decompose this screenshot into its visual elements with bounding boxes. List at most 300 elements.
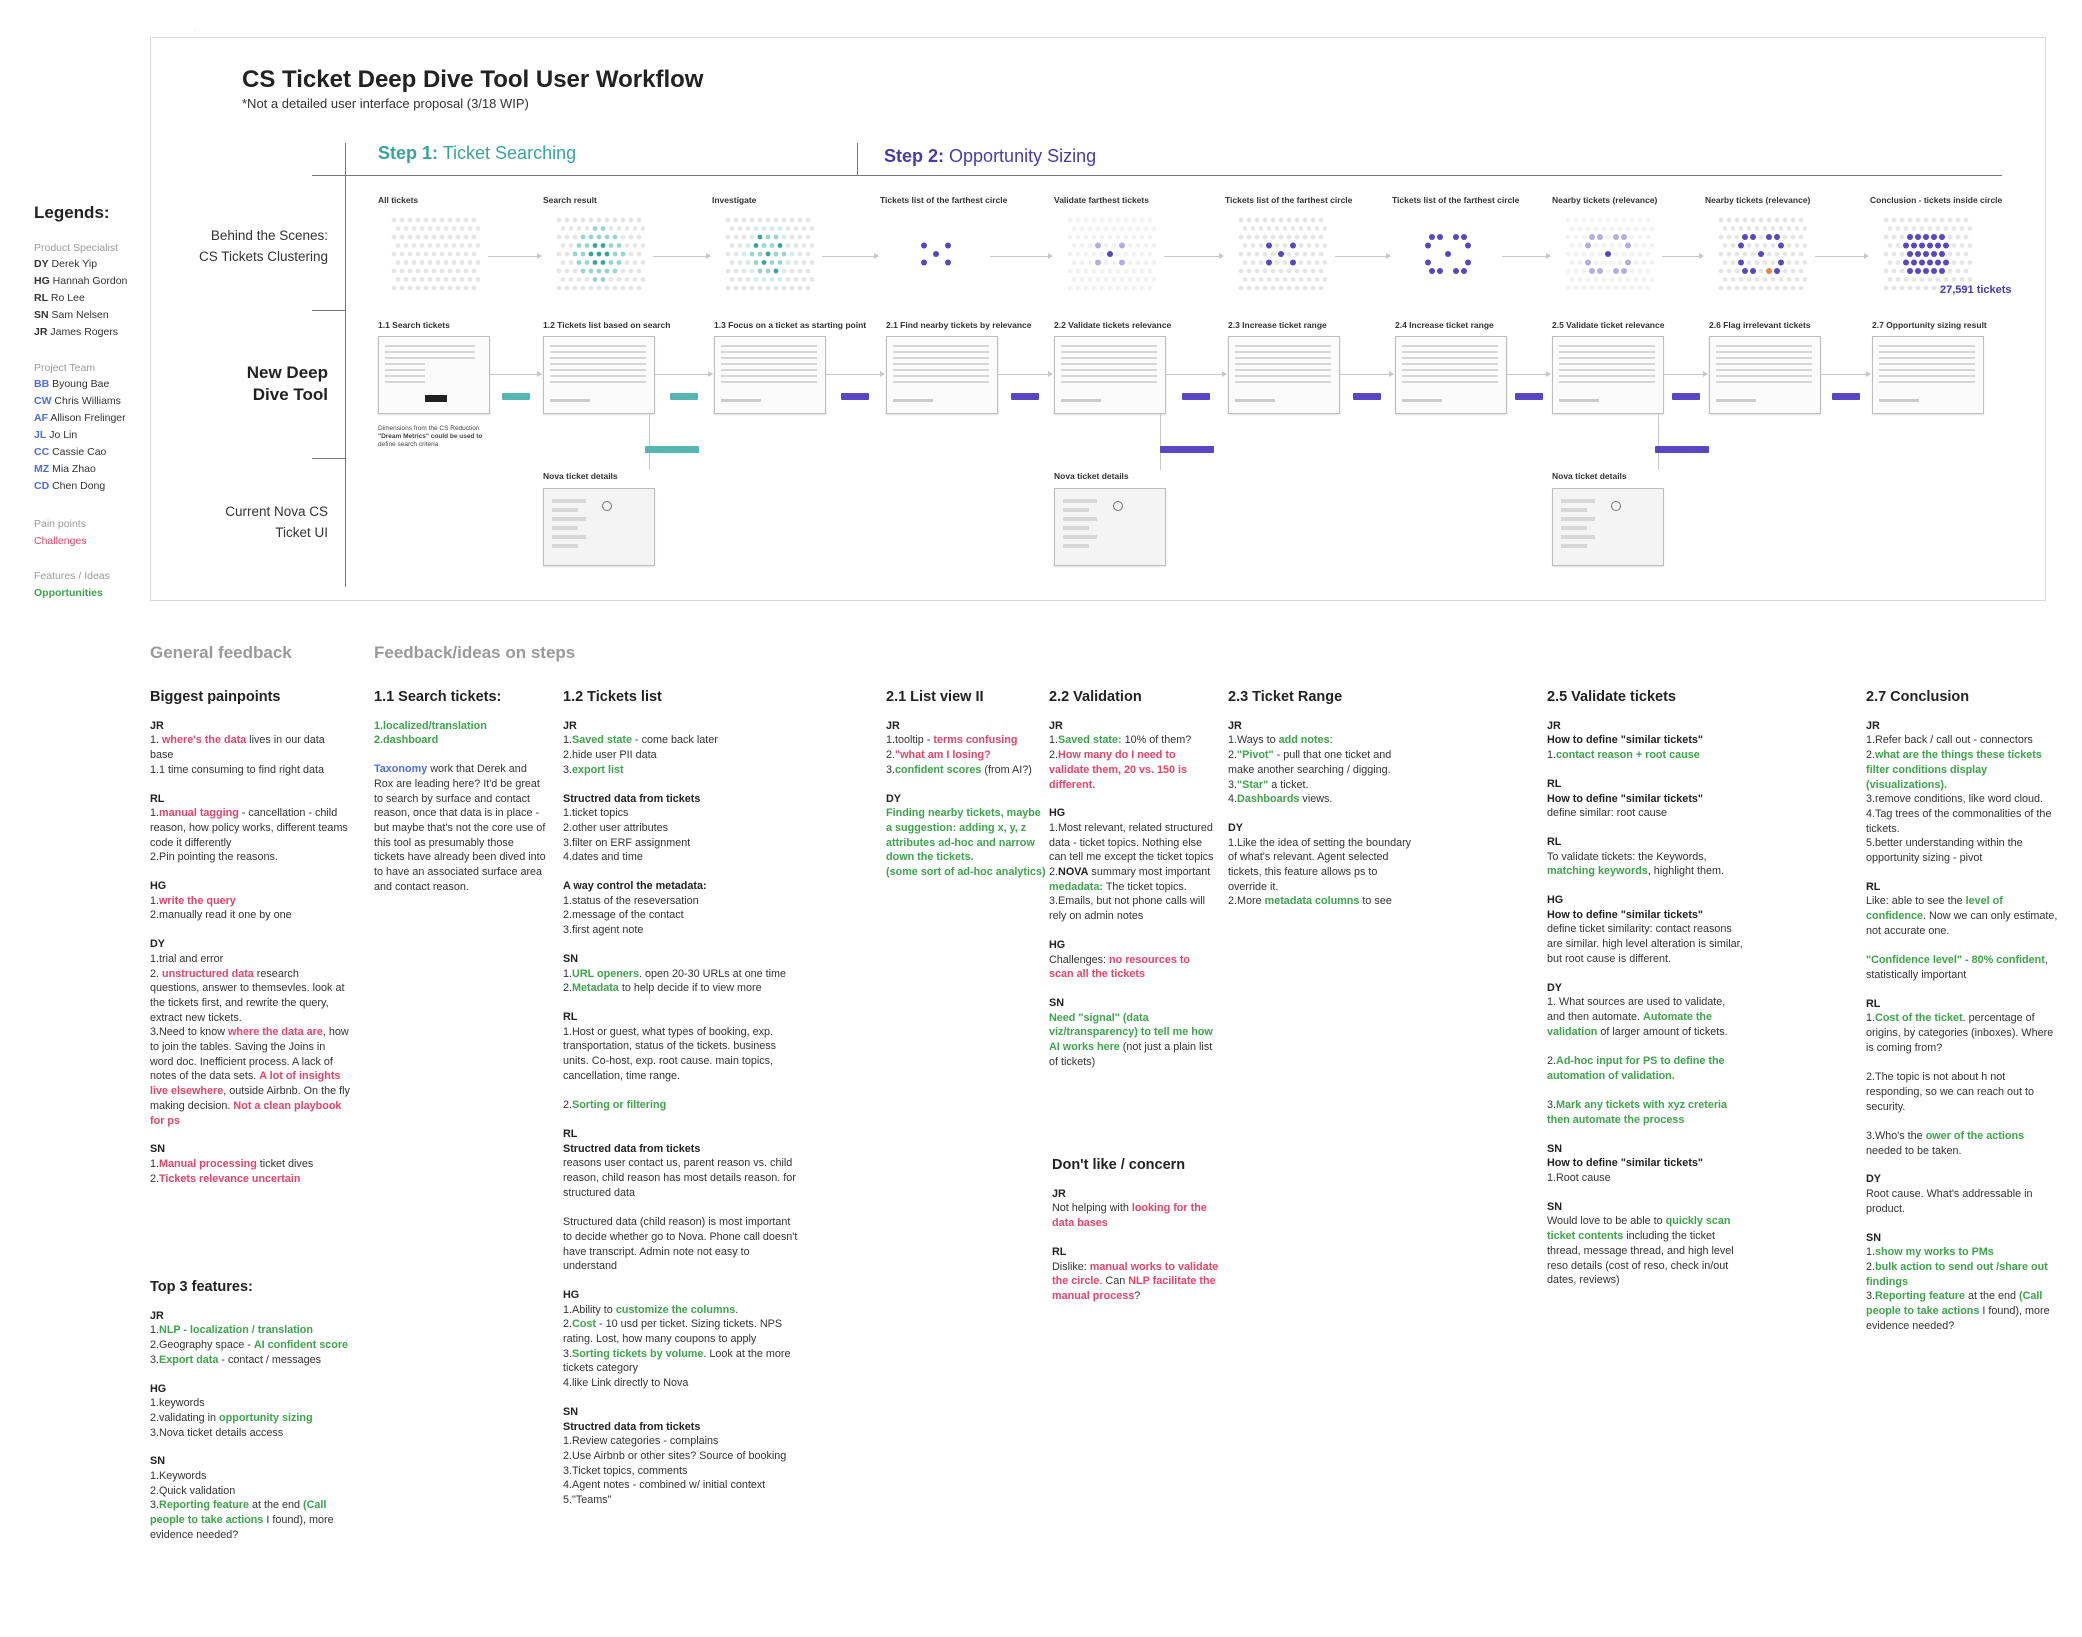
cluster-dot bbox=[1116, 235, 1121, 240]
cluster-dot bbox=[1482, 243, 1487, 248]
cluster-dot bbox=[1084, 235, 1089, 240]
feedback-text: export list bbox=[572, 763, 624, 776]
range-slider[interactable] bbox=[1879, 399, 1919, 402]
cluster-dot bbox=[1323, 260, 1327, 265]
cluster-dot bbox=[1152, 260, 1156, 265]
cluster-dot bbox=[934, 269, 939, 274]
cluster-dot bbox=[1319, 218, 1324, 223]
screen-mock-7[interactable] bbox=[1395, 336, 1507, 414]
cluster-dot bbox=[1622, 218, 1627, 223]
feedback-text: 1. bbox=[1547, 749, 1557, 762]
feedback-line bbox=[563, 1347, 799, 1376]
cluster-dot bbox=[1783, 269, 1788, 274]
cluster-dot bbox=[1080, 277, 1085, 282]
cluster-dot bbox=[1438, 286, 1443, 291]
feedback-text: 2.manually read it one by one bbox=[150, 909, 292, 922]
screen-line bbox=[1559, 381, 1655, 383]
cluster-dot bbox=[926, 235, 931, 240]
cluster-dot bbox=[1470, 252, 1475, 257]
cluster-dot bbox=[730, 243, 735, 248]
action-tag[interactable] bbox=[502, 393, 530, 400]
screen-mock-4[interactable] bbox=[886, 336, 998, 414]
cluster-dot bbox=[1900, 252, 1905, 257]
feedback-line bbox=[563, 806, 799, 821]
cluster-dot bbox=[1952, 260, 1957, 265]
cluster-dot bbox=[914, 226, 919, 231]
flow-arrow bbox=[990, 256, 1052, 257]
cluster-dot bbox=[1605, 251, 1611, 257]
cluster-dot bbox=[1630, 218, 1635, 223]
cluster-dot bbox=[734, 269, 739, 274]
cluster-dot bbox=[806, 269, 811, 274]
cluster-dot bbox=[1465, 243, 1471, 249]
nova-ticket-mock-1[interactable] bbox=[543, 488, 655, 566]
action-tag[interactable] bbox=[1672, 393, 1700, 400]
nova-connector bbox=[1658, 414, 1659, 470]
cluster-dot bbox=[1303, 218, 1308, 223]
action-tag[interactable] bbox=[670, 393, 698, 400]
screen-line bbox=[893, 375, 989, 377]
open-nova-tag[interactable] bbox=[1655, 446, 1709, 453]
spacer bbox=[563, 1391, 799, 1405]
feedback-block bbox=[563, 1288, 799, 1391]
cluster-dot bbox=[585, 260, 590, 265]
cluster-dot bbox=[593, 226, 598, 231]
cluster-dot bbox=[464, 269, 469, 274]
cluster-dot bbox=[1622, 252, 1627, 257]
range-slider[interactable] bbox=[721, 399, 761, 402]
block-subheading: How to define "similar tickets" bbox=[1547, 1157, 1704, 1170]
cluster-dot bbox=[782, 252, 787, 257]
cluster-dot bbox=[1892, 252, 1897, 257]
cluster-dot bbox=[1100, 218, 1105, 223]
block-subheading: A way control the metadata: bbox=[563, 880, 707, 893]
cluster-dot bbox=[1259, 260, 1264, 265]
cluster-dot bbox=[1239, 252, 1244, 257]
screen-mock-2[interactable] bbox=[543, 336, 655, 414]
cluster-dot bbox=[565, 252, 570, 257]
cluster-dot bbox=[1275, 226, 1280, 231]
feedback-line bbox=[563, 967, 799, 982]
cluster-dot bbox=[1287, 218, 1292, 223]
cluster-dot bbox=[1462, 286, 1467, 291]
feedback-text: NLP facilitate the manual process bbox=[1052, 1275, 1216, 1302]
cluster-dot bbox=[906, 277, 911, 282]
legend-name: Mia Zhao bbox=[52, 463, 96, 475]
feedback-block bbox=[563, 792, 799, 866]
cluster-dot bbox=[766, 286, 771, 291]
feedback-text: Metadata bbox=[572, 982, 619, 995]
cluster-dot bbox=[950, 235, 955, 240]
feedback-block bbox=[1052, 1245, 1220, 1304]
cluster-dot bbox=[1968, 243, 1972, 248]
feedback-text: 2.hide user PII data bbox=[563, 749, 657, 762]
cluster-dot bbox=[1092, 235, 1097, 240]
feedback-line bbox=[886, 865, 1046, 880]
nova-line bbox=[552, 517, 586, 521]
screen-line bbox=[1402, 345, 1498, 347]
cluster-dot bbox=[1594, 226, 1599, 231]
cluster-dot bbox=[432, 252, 437, 257]
cluster-dot bbox=[416, 252, 421, 257]
spacer bbox=[374, 748, 546, 762]
range-slider[interactable] bbox=[1559, 399, 1599, 402]
cluster-dot bbox=[746, 260, 751, 265]
action-tag[interactable] bbox=[1353, 393, 1381, 400]
cluster-dot bbox=[802, 260, 807, 265]
cluster-dot bbox=[806, 286, 811, 291]
cluster-dot bbox=[1779, 277, 1784, 282]
feedback-text: Not a clean playbook for ps bbox=[150, 1099, 342, 1127]
nova-ticket-mock-2[interactable] bbox=[1054, 488, 1166, 566]
cluster-dot bbox=[613, 235, 618, 240]
screen-mock-9[interactable] bbox=[1709, 336, 1821, 414]
person-initials: DY bbox=[1228, 821, 1243, 834]
cluster-head-7: Tickets list of the farthest circle bbox=[1392, 195, 1520, 205]
legend-person bbox=[34, 258, 97, 270]
cluster-dot bbox=[1787, 226, 1792, 231]
cluster-dot bbox=[1944, 226, 1949, 231]
cluster-dot bbox=[1291, 277, 1296, 282]
cluster-dot bbox=[1259, 277, 1264, 282]
nova-ticket-mock-3[interactable] bbox=[1552, 488, 1664, 566]
cluster-dot bbox=[464, 252, 469, 257]
cluster-dot bbox=[770, 226, 775, 231]
feedback-line bbox=[563, 821, 799, 836]
legend-name: Chen Dong bbox=[52, 480, 106, 492]
cluster-dot bbox=[456, 252, 461, 257]
screen-line bbox=[893, 357, 989, 359]
action-tag[interactable] bbox=[1011, 393, 1039, 400]
cluster-dot bbox=[1084, 218, 1089, 223]
cluster-dot bbox=[922, 226, 927, 231]
legend-initials: AF bbox=[34, 412, 48, 424]
cluster-dot bbox=[1299, 277, 1304, 282]
cluster-dot bbox=[597, 269, 602, 274]
cluster-dot bbox=[1896, 260, 1901, 265]
cluster-dot bbox=[1578, 260, 1583, 265]
feedback-line bbox=[563, 1156, 799, 1200]
cluster-dot bbox=[400, 218, 405, 223]
range-slider[interactable] bbox=[1235, 399, 1275, 402]
cluster-dot bbox=[472, 218, 477, 223]
cluster-dot bbox=[942, 252, 947, 257]
cluster-head-1: All tickets bbox=[378, 195, 419, 205]
legend-feat-label: Features / Ideas bbox=[34, 570, 110, 582]
feedback-block bbox=[150, 1309, 350, 1368]
legend-name: Derek Yip bbox=[51, 258, 98, 270]
feedback-line bbox=[1228, 748, 1418, 777]
cluster-dot bbox=[1964, 269, 1969, 274]
cluster-head-9: Nearby tickets (relevance) bbox=[1705, 195, 1811, 205]
cluster-dot bbox=[1136, 277, 1141, 282]
cluster-dot bbox=[1140, 218, 1145, 223]
cluster-dot bbox=[1570, 243, 1575, 248]
feedback-block bbox=[1866, 719, 2058, 866]
action-tag[interactable] bbox=[841, 393, 869, 400]
feedback-block bbox=[886, 792, 1046, 880]
screen-mock-8[interactable] bbox=[1552, 336, 1664, 414]
feedback-line bbox=[150, 1323, 350, 1338]
person-initials: SN bbox=[1049, 996, 1064, 1009]
range-slider[interactable] bbox=[1716, 399, 1756, 402]
cluster-dot bbox=[1140, 235, 1145, 240]
cluster-dot bbox=[565, 286, 570, 291]
cluster-dot bbox=[1602, 260, 1607, 265]
feedback-line bbox=[374, 733, 546, 748]
action-tag[interactable] bbox=[1182, 393, 1210, 400]
screen-mock-10[interactable] bbox=[1872, 336, 1984, 414]
screen-mock-3[interactable] bbox=[714, 336, 826, 414]
general-feedback-header: General feedback bbox=[150, 643, 292, 662]
flow-arrow bbox=[1166, 374, 1226, 375]
screen-line bbox=[550, 381, 646, 383]
cluster-dot bbox=[918, 218, 923, 223]
cluster-dot bbox=[1783, 286, 1788, 291]
cluster-dot bbox=[1903, 243, 1909, 249]
cluster-dot bbox=[1311, 235, 1316, 240]
open-nova-tag[interactable] bbox=[1160, 446, 1214, 453]
cluster-dot bbox=[1434, 260, 1439, 265]
cluster-dot bbox=[790, 269, 795, 274]
cluster-dot bbox=[1719, 252, 1724, 257]
feedback-text: 1.Keywords bbox=[150, 1470, 207, 1483]
cluster-dot bbox=[974, 269, 979, 274]
cluster-dot bbox=[1791, 235, 1796, 240]
cluster-dot bbox=[1124, 286, 1129, 291]
feedback-text: 3. bbox=[150, 1353, 160, 1366]
cluster-dot bbox=[613, 218, 618, 223]
feedback-line bbox=[150, 952, 350, 967]
search-note-2: "Dream Metrics" could be used to bbox=[378, 433, 483, 440]
cluster-dot bbox=[1900, 235, 1905, 240]
cluster-dot bbox=[1892, 235, 1897, 240]
feedback-line bbox=[150, 1338, 350, 1353]
cluster-dot bbox=[798, 269, 803, 274]
screen-mock-1[interactable] bbox=[378, 336, 490, 414]
feedback-line bbox=[886, 806, 1046, 865]
cluster-dot bbox=[1088, 226, 1093, 231]
spacer bbox=[1866, 1217, 2058, 1231]
feedback-block bbox=[1049, 938, 1217, 982]
cluster-dot bbox=[786, 243, 791, 248]
cluster-dot bbox=[1589, 268, 1595, 274]
cluster-dot bbox=[1104, 226, 1109, 231]
cluster-dot bbox=[1638, 235, 1643, 240]
cluster-dot bbox=[754, 243, 759, 248]
cluster-dot bbox=[1108, 235, 1113, 240]
screen-line bbox=[1235, 351, 1331, 353]
cluster-dot bbox=[738, 277, 743, 282]
nova-head-3: Nova ticket details bbox=[1552, 471, 1627, 481]
cluster-dot bbox=[1634, 243, 1639, 248]
cluster-dot bbox=[412, 260, 417, 265]
cluster-dot bbox=[898, 226, 903, 231]
cluster-dot bbox=[605, 269, 610, 274]
cluster-dot bbox=[1299, 243, 1304, 248]
cluster-dot bbox=[738, 226, 743, 231]
cluster-dot bbox=[565, 235, 570, 240]
feedback-line bbox=[1052, 1201, 1220, 1230]
cluster-dot bbox=[1128, 277, 1133, 282]
cluster-dot bbox=[1586, 277, 1591, 282]
cluster-dot bbox=[1650, 277, 1654, 282]
cluster-dot bbox=[1932, 286, 1937, 291]
person-initials: RL bbox=[1866, 997, 1881, 1010]
cluster-dot bbox=[762, 226, 767, 231]
feedback-block bbox=[1547, 893, 1743, 967]
feedback-line bbox=[1049, 733, 1217, 748]
cluster-dot bbox=[1964, 218, 1969, 223]
cluster-dot bbox=[1243, 226, 1248, 231]
cluster-dot bbox=[914, 277, 919, 282]
cluster-dot bbox=[1271, 269, 1276, 274]
cluster-dot bbox=[1271, 286, 1276, 291]
feedback-text: (Call people to take actions bbox=[1866, 1290, 2043, 1318]
screen-head-8: 2.5 Validate ticket relevance bbox=[1552, 320, 1665, 330]
feedback-block bbox=[1049, 719, 1217, 793]
cluster-dot bbox=[1243, 260, 1248, 265]
spacer bbox=[886, 778, 1046, 792]
screen-mock-5[interactable] bbox=[1054, 336, 1166, 414]
feedback-block bbox=[1866, 1172, 2058, 1216]
cluster-dot bbox=[1251, 226, 1256, 231]
cluster-dot bbox=[557, 218, 562, 223]
feedback-line bbox=[1547, 922, 1743, 966]
screen-head-1: 1.1 Search tickets bbox=[378, 320, 450, 330]
feedback-line bbox=[563, 1098, 799, 1113]
open-nova-tag[interactable] bbox=[645, 446, 699, 453]
block-subheading: Structred data from tickets bbox=[563, 792, 701, 805]
screen-line bbox=[1879, 369, 1975, 371]
feedback-text: Finding nearby tickets, maybe a suggestion: adding x, y, z attributes ad-hoc and narrow down the tickets. bbox=[886, 807, 1041, 864]
feedback-text: AI confident score bbox=[253, 1339, 349, 1352]
feedback-text: . bbox=[735, 1303, 739, 1316]
cluster-dot bbox=[460, 260, 465, 265]
cluster-dot bbox=[1072, 226, 1077, 231]
feedback-line bbox=[1049, 953, 1217, 982]
cluster-dot bbox=[1116, 252, 1121, 257]
cluster-dot bbox=[1923, 234, 1929, 240]
cluster-dot bbox=[1128, 226, 1133, 231]
cluster-dot bbox=[1279, 286, 1284, 291]
range-slider[interactable] bbox=[550, 399, 590, 402]
feedback-line bbox=[563, 1376, 799, 1391]
cluster-dot bbox=[1774, 234, 1780, 240]
cluster-dot bbox=[621, 286, 626, 291]
screen-mock-6[interactable] bbox=[1228, 336, 1340, 414]
nova-line bbox=[552, 508, 578, 512]
screen-line bbox=[1061, 381, 1157, 383]
feedback-text: ticket dives bbox=[256, 1157, 314, 1170]
flow-arrow bbox=[655, 374, 712, 375]
cluster-dot bbox=[1719, 218, 1724, 223]
cluster-dot bbox=[966, 269, 971, 274]
cluster-dot bbox=[613, 286, 618, 291]
cluster-dot bbox=[1490, 260, 1494, 265]
feedback-text: Manual processing bbox=[159, 1157, 257, 1170]
nova-line bbox=[1063, 535, 1097, 539]
cluster-dot bbox=[1935, 260, 1941, 266]
range-slider[interactable] bbox=[1402, 399, 1442, 402]
cluster-dot bbox=[1406, 218, 1411, 223]
action-tag[interactable] bbox=[1515, 393, 1543, 400]
block-subheading: How to define "similar tickets" bbox=[1547, 734, 1704, 747]
cluster-dot bbox=[1735, 252, 1740, 257]
cluster-dot bbox=[1108, 269, 1113, 274]
cluster-dot bbox=[1783, 252, 1788, 257]
screen-line bbox=[1235, 345, 1331, 347]
feedback-line bbox=[563, 748, 799, 763]
cluster-dot bbox=[1140, 286, 1145, 291]
person-initials: JR bbox=[1547, 719, 1561, 732]
screen-line bbox=[1879, 375, 1975, 377]
cluster-dot bbox=[1290, 260, 1296, 266]
cluster-dot bbox=[1767, 252, 1772, 257]
feedback-text: lives in our data base bbox=[150, 734, 325, 762]
feedback-text: : bbox=[1329, 734, 1333, 747]
feedback-text: 3.Nova ticket details access bbox=[150, 1426, 284, 1439]
cluster-dot bbox=[1095, 243, 1101, 249]
cluster-dot bbox=[1454, 218, 1459, 223]
cluster-dot bbox=[1140, 252, 1145, 257]
col-biggest-painpoints bbox=[150, 690, 350, 1186]
screen-line bbox=[1559, 351, 1655, 353]
cluster-dot bbox=[412, 226, 417, 231]
cluster-dot bbox=[1136, 243, 1141, 248]
cluster-dot bbox=[1470, 286, 1475, 291]
cluster-dot bbox=[1307, 277, 1312, 282]
feedback-text: Like: able to see the bbox=[1866, 895, 1966, 908]
cluster-dot bbox=[734, 235, 739, 240]
cluster-dot bbox=[1956, 252, 1961, 257]
person-initials: HG bbox=[1049, 807, 1066, 820]
cluster-dot bbox=[1570, 277, 1575, 282]
feedback-text: A lot of insights live elsewhere bbox=[150, 1070, 341, 1098]
cluster-dot bbox=[1307, 260, 1312, 265]
feedback-text: Sorting or filtering bbox=[572, 1099, 667, 1112]
screen-line bbox=[1402, 369, 1498, 371]
cluster-dot bbox=[468, 226, 473, 231]
cluster-dot bbox=[1582, 269, 1587, 274]
cluster-dot bbox=[1259, 243, 1264, 248]
feedback-text: Would love to be able to bbox=[1547, 1215, 1666, 1228]
cluster-dot bbox=[1307, 243, 1312, 248]
feedback-text: Saved state: bbox=[1058, 734, 1122, 747]
cluster-dot bbox=[1410, 226, 1415, 231]
cluster-dot bbox=[806, 235, 811, 240]
cluster-dot bbox=[1299, 260, 1304, 265]
cluster-dot bbox=[617, 243, 622, 248]
cluster-dot bbox=[432, 286, 437, 291]
feedback-text: to see bbox=[1359, 895, 1392, 908]
cluster-dot bbox=[1566, 235, 1571, 240]
feedback-block bbox=[886, 719, 1046, 778]
cluster-diagram-4 bbox=[890, 215, 982, 293]
action-tag[interactable] bbox=[1832, 393, 1860, 400]
screen-line bbox=[893, 369, 989, 371]
feedback-text: Tickets relevance uncertain bbox=[159, 1172, 301, 1185]
col-list-view bbox=[886, 690, 1046, 880]
cluster-dot bbox=[1943, 260, 1949, 266]
cluster-dot bbox=[1239, 218, 1244, 223]
range-slider[interactable] bbox=[893, 399, 933, 402]
feedback-text: 1.Most relevant, related structured data - ticket topics. Nothing else can tell me except the ticket topics bbox=[1049, 821, 1214, 864]
search-button[interactable] bbox=[425, 395, 447, 402]
feedback-text: define similar: root cause bbox=[1547, 807, 1668, 820]
screen-line bbox=[1402, 357, 1498, 359]
range-slider[interactable] bbox=[1061, 399, 1101, 402]
